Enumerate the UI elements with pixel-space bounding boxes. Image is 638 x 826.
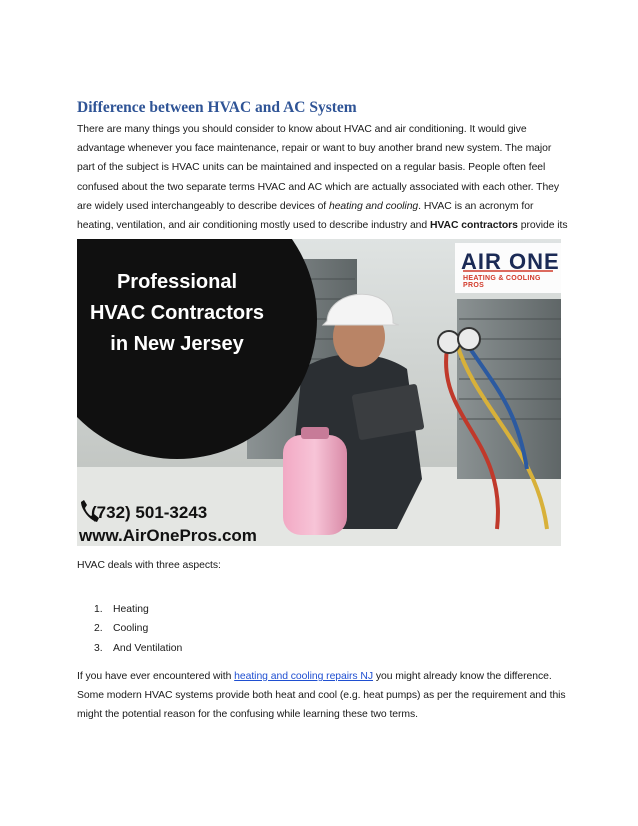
intro-paragraph <box>77 120 571 254</box>
promo-heading-line: HVAC Contractors <box>89 302 265 324</box>
aspects-intro: HVAC deals with three aspects: <box>77 560 221 571</box>
intro-emphasis: heating and cooling <box>328 200 419 212</box>
closing-paragraph <box>77 667 571 725</box>
logo-tagline: HEATING & COOLING PROS <box>463 275 541 289</box>
list-label: And Ventilation <box>113 642 183 654</box>
closing-text-2: you might already know the difference. Some modern HVAC systems provide both heat and cool (e.g. heat pumps) as per the requirement and this might the potential reason for the confusing while learning these two terms. <box>77 671 566 721</box>
promo-heading-line: in New Jersey <box>110 333 244 355</box>
list-item <box>94 600 182 619</box>
intro-text-1: There are many things you should consider to know about HVAC and air conditioning. It would give advantage whenever you face maintenance, repair or want to buy another brand new system. The major part of the subject is HVAC units can be maintained and inspected on a regular basis. People often feel confused about the two separate terms HVAC and AC which are actually associated with each other. They are widely used interchangeably to describe devices of <box>77 124 560 212</box>
tank-valve <box>301 427 329 439</box>
promo-phone-number: (732) 501-3243 <box>91 503 208 522</box>
list-label: Cooling <box>113 623 149 635</box>
ac-unit-right <box>457 299 561 479</box>
list-number: 1. <box>94 604 103 615</box>
refrigerant-tank <box>283 435 347 535</box>
pressure-gauge-right <box>458 328 480 350</box>
intro-text-3: provide its <box>520 220 568 232</box>
intro-text-2: . HVAC is an acronym for heating, ventilation, and air conditioning mostly used to describe industry and <box>77 200 534 232</box>
document-title: Difference between HVAC and AC System <box>77 99 357 116</box>
list-item <box>94 639 182 658</box>
promo-website: www.AirOnePros.com <box>79 526 257 545</box>
closing-text-1: If you have ever encountered with <box>77 671 235 682</box>
list-item <box>94 619 182 638</box>
logo-air-one: AIR ONE <box>461 249 560 274</box>
pressure-gauge-left <box>438 331 460 353</box>
promo-heading <box>77 267 277 360</box>
list-number: 2. <box>94 623 103 635</box>
promo-heading-line: Professional <box>116 271 238 293</box>
intro-bold: HVAC contractors <box>429 220 518 232</box>
list-number: 3. <box>94 642 103 654</box>
promo-image <box>77 239 561 546</box>
heating-cooling-repairs-link[interactable]: heating and cooling repairs NJ <box>234 671 374 682</box>
aspects-list <box>94 600 182 658</box>
list-label: Heating <box>113 604 149 615</box>
